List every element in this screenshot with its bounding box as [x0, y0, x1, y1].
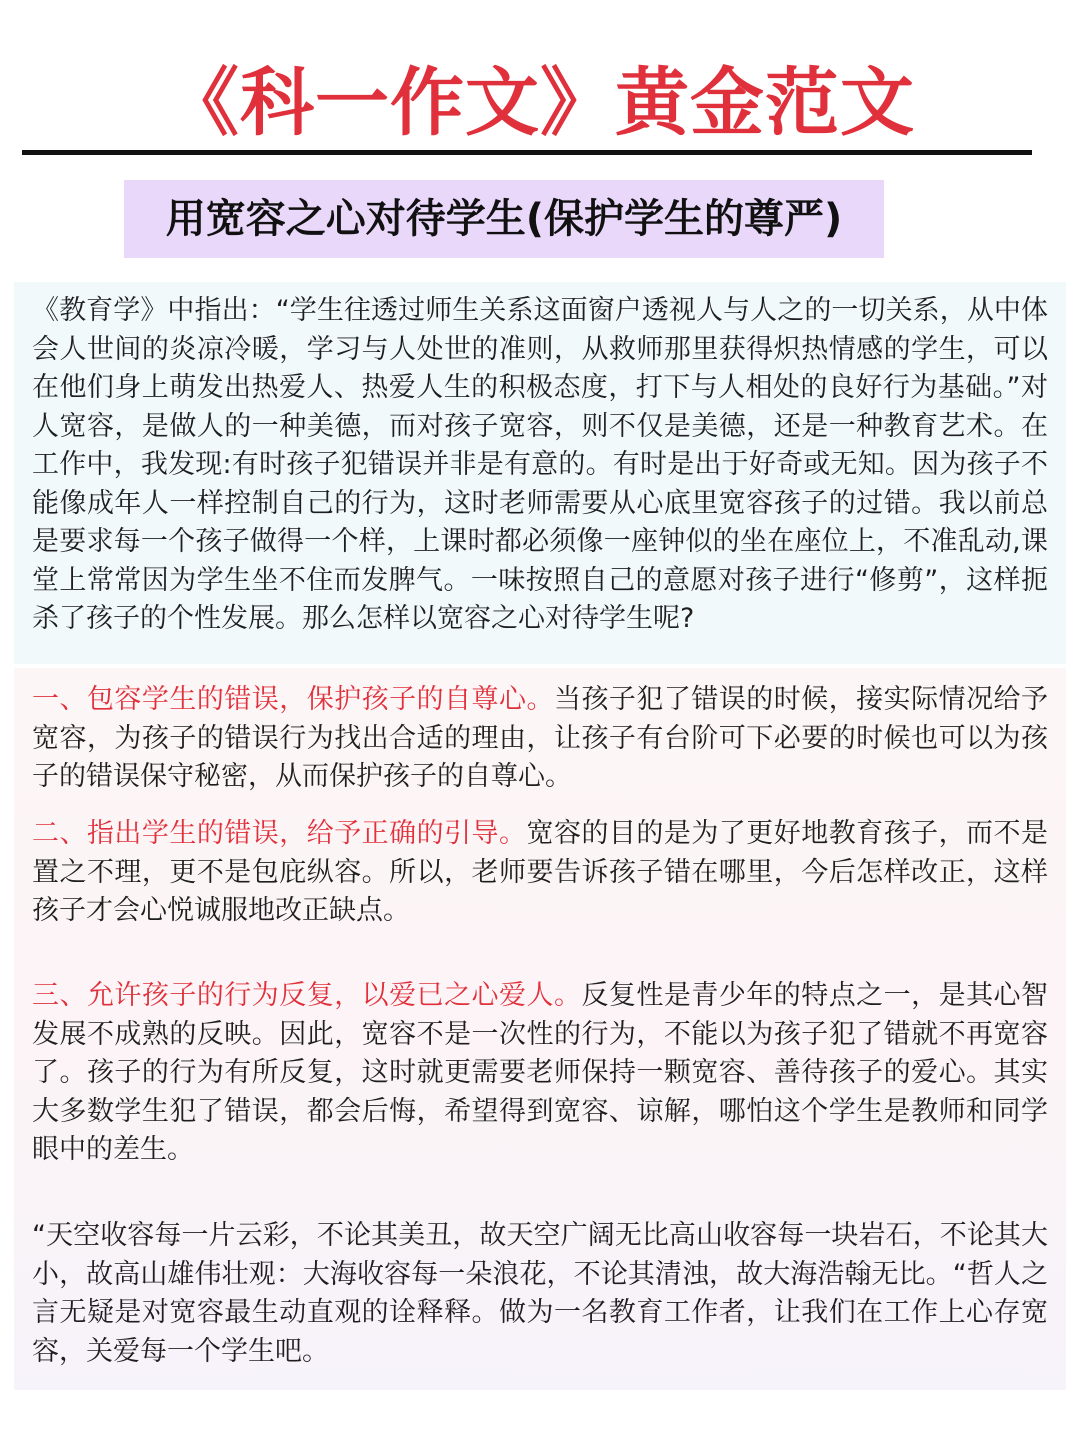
intro-paragraph: 《教育学》中指出：“学生往透过师生关系这面窗户透视人与人之的一切关系，从中体会人世间的炎凉冷暖，学习与人处世的准则，从救师那里获得炽热情感的学生，可以在他们身上萌发出热爱人、热爱人生的积极态度，打下与人相处的良好行为基础。”对人宽容，是做人的一种美德，而对孩子宽容，则不仅是美德，还是一种教育艺术。在工作中，我发现:有时孩子犯错误并非是有意的。有时是出于好奇或无知。因为孩子不能像成年人一样控制自己的行为，这时老师需要从心底里宽容孩子的过错。我以前总是要求每一个孩子做得一个样，上课时都必须像一座钟似的坐在座位上，不准乱动,课堂上常常因为学生坐不住而发脾气。一味按照自己的意愿对孩子进行“修剪”，这样扼杀了孩子的个性发展。那么怎样以宽容之心对待学生呢?	[32, 295, 1048, 634]
point-body-2: 宽容的目的是为了更好地教育孩子，而不是置之不理，更不是包庇纵容。所以，老师要告诉孩子错在哪里，今后怎样改正，这样孩子才会心悦诚服地改正缺点。	[32, 818, 1048, 926]
point-body-3: 反复性是青少年的特点之一，是其心智发展不成熟的反映。因此，宽容不是一次性的行为，不能以为孩子犯了错就不再宽容了。孩子的行为有所反复，这时就更需要老师保持一颗宽容、善待孩子的爱心。其实大多数学生犯了错误，都会后悔，希望得到宽容、谅解，哪怕这个学生是教师和同学眼中的差生。	[32, 980, 1049, 1165]
point-paragraph-3	[32, 977, 1048, 1170]
point-heading-1: 一、包容学生的错误，保护孩子的自尊心。	[32, 684, 554, 715]
point-heading-2: 二、指出学生的错误，给予正确的引导。	[32, 818, 527, 849]
essay-subtitle: 用宽容之心对待学生(保护学生的尊严)	[165, 196, 843, 242]
conclusion-paragraph: “天空收容每一片云彩，不论其美丑，故天空广阔无比高山收容每一块岩石，不论其大小，故高山雄伟壮观：大海收容每一朵浪花，不论其清浊，故大海浩翰无比。“哲人之言无疑是对宽容最生动直观的诠释释。做为一名教育工作者，让我们在工作上心存宽容，关爱每一个学生吧。	[32, 1220, 1048, 1367]
point-paragraph-1	[32, 681, 1048, 797]
point-body-1: 当孩子犯了错误的时候，接实际情况给予宽容，为孩子的错误行为找出合适的理由，让孩子有台阶可下必要的时候也可以为孩子的错误保守秘密，从而保护孩子的自尊心。	[32, 684, 1049, 792]
point-heading-3: 三、允许孩子的行为反复，以爱已之心爱人。	[32, 980, 582, 1011]
title-divider	[22, 150, 1032, 155]
page-title: 《科一作文》黄金范文	[165, 60, 915, 146]
point-paragraph-2	[32, 815, 1048, 931]
